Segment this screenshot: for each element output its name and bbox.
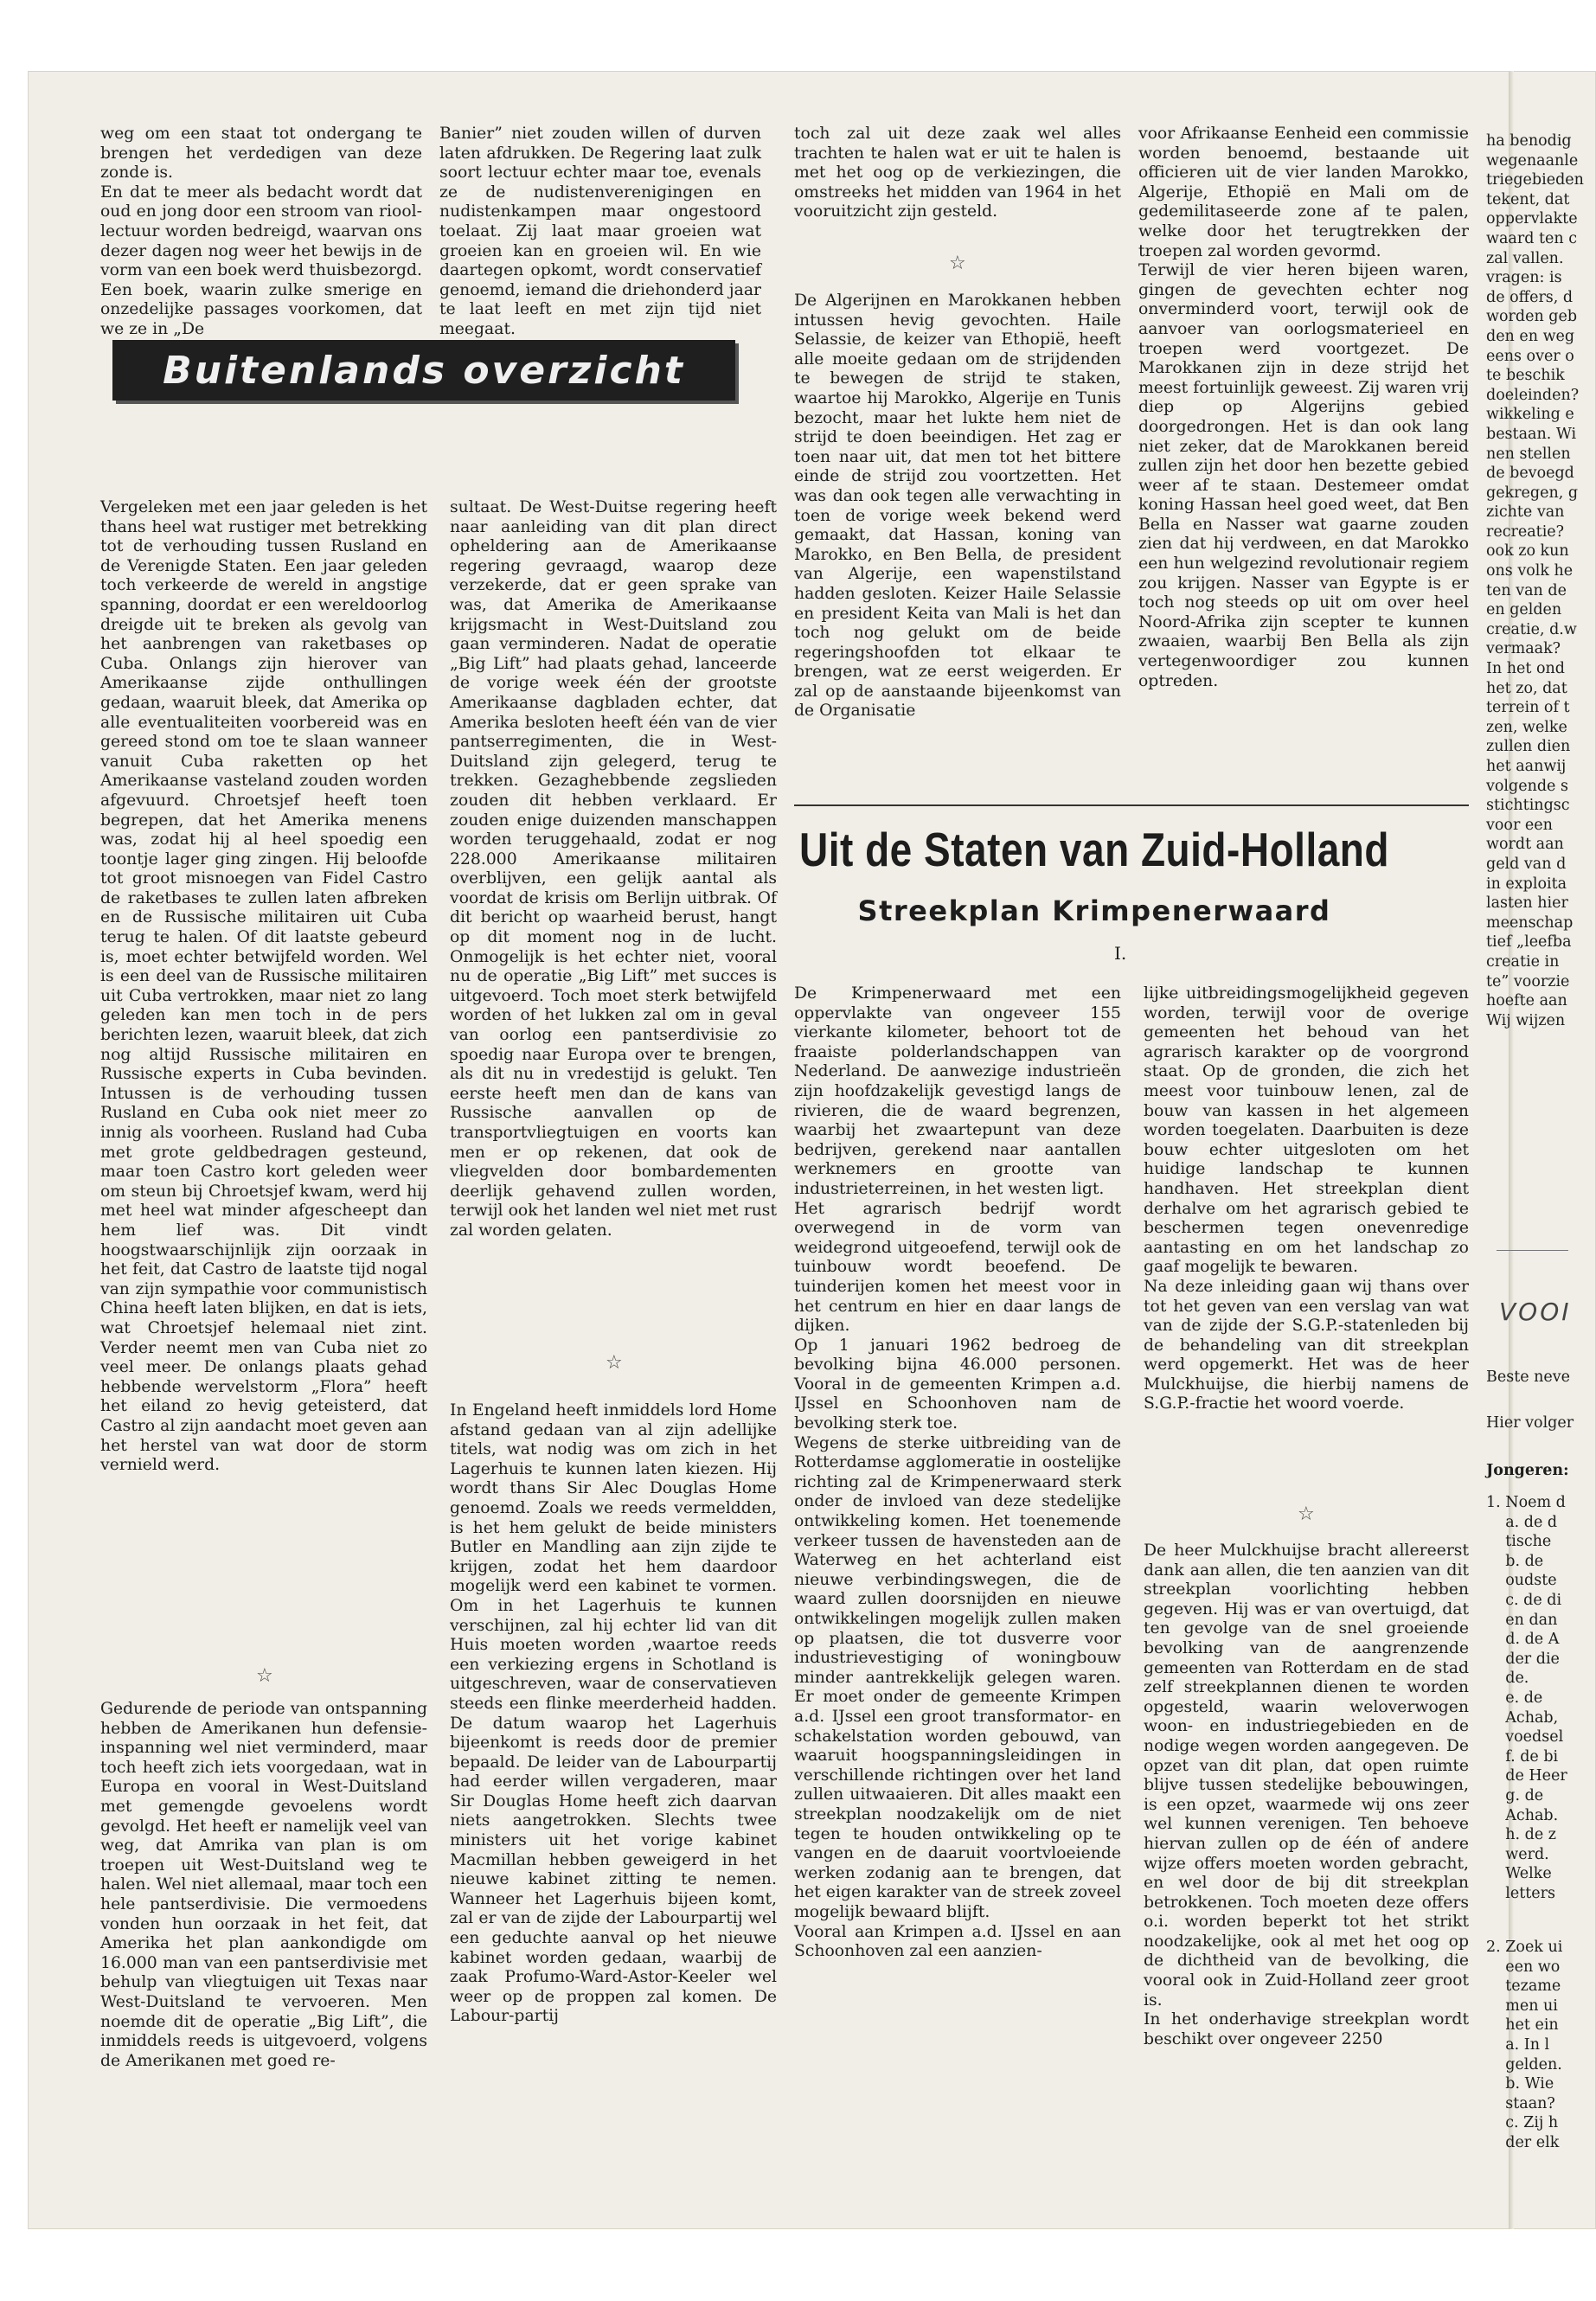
article-continuation-col3: toch zal uit deze zaak wel alles trachten te halen wat er uit te halen is met het oog op de verkiezingen, die omstreeks het midden van 1964 in het vooruitzicht zijn gesteld. <box>794 125 1121 221</box>
adjacent-greeting-fragment: Beste neve <box>1486 1368 1571 1386</box>
adjacent-question-2-fragment: 2. Zoek ui een wo tezame men ui het ein a. In l gelden. b. Wie staan? c. Zij h der elk <box>1486 1939 1563 2151</box>
algeria-morocco-continuation: voor Afrikaanse Eenheid een commissie worden benoemd, bestaande uit officieren uit de vier landen Marokko, Algerije, Ethopië en Mali om de gedemilitaseerde zone af te palen, welke door het terugtrekken der troepen zal worden gevormd. Terwijl de vier heren bijeen waren, gingen de gevechten echter nog onverminderd voort, terwijl ook de aanvoer van oorlogsmaterieel en troepen werd voortgezet. De Marokkanen zijn in deze strijd het meest fortuinlijk geweest. Zij waren vrij diep op Algerijns gebied doorgedrongen. Het is dan ook lang niet zeker, dat de Marokkanen bereid zullen zijn het door hen bezette gebied weer af te staan. Destemeer omdat koning Hassan heel goed weet, dat Ben Bella en Nasser wat gaarne zouden zien dat hij verdween, en dat Marokko een hun welgezind revolutionair regiem zou krijgen. Nasser van Egypte is er toch nog steeds op uit om over heel Noord-Afrika zijn scepter te kunnen zwaaien, waarbij Ben Bella als zijn vertegenwoordiger zou kunnen optreden. <box>1138 125 1469 690</box>
foreign-overview-col2-b: In Engeland heeft inmiddels lord Home afstand gedaan van al zijn adellijke titels, wat nodig was om zich in het Lagerhuis te kunnen laten kiezen. Hij wordt thans Sir Alec Douglas Home genoemd. Zoals we reeds vermeldden, is het hem gelukt de beide ministers Butler en Mandling aan zijn zijde te krijgen, zodat het hem daardoor mogelijk werd een kabinet te vormen. Om in het Lagerhuis te kunnen verschijnen, zal hij echter lid van dit Huis moeten worden ,waartoe reeds een verkiezing ergens in Schotland is uitgeschreven, waar de conservatieven steeds een flinke meerderheid hadden. De datum waarop het Lagerhuis bijeenkomt is reeds door de premier bepaald. De leider van de Labourpartij had eerder willen vergaderen, maar Sir Douglas Home heeft zich daarvan niets aangetrokken. Slechts twee ministers uit het vorige kabinet Macmillan hebben geweigerd in het nieuwe kabinet zitting te nemen. Wanneer het Lagerhuis bijeen komt, zal er van de zijde der Labourpartij wel een geduchte aanval op het nieuwe kabinet worden gedaan, waarbij de zaak Profumo-Ward-Astor-Keeler wel weer op de proppen zal komen. De Labour-partij <box>450 1401 777 2026</box>
adjacent-jongeren-heading: Jongeren: <box>1486 1462 1569 1479</box>
edge-divider <box>1497 1250 1568 1251</box>
streekplan-col2-a: lijke uitbreidingsmogelijkheid gegeven worden, terwijl voor de overige gemeenten het behoud van het agrarisch karakter op de voorgrond staat. Op de gronden, die zich het meest voor tuinbouw lenen, zal de bouw van kassen in het algemeen worden toegelaten. Daarbuiten is deze bouw echter uitgesloten om het huidige landschap te kunnen handhaven. Het streekplan dient derhalve om het agrarisch gebied te beschermen tegen onevenredige aantasting en om het landschap zo gaaf mogelijk te bewaren. Na deze inleiding gaan wij thans over tot het geven van een verslag van wat van de zijde der S.G.P.-statenleden bij de behandeling van dit streekplan werd opgemerkt. Het was de heer Mulckhuijse, die hierbij namens de S.G.P.-fractie het woord voerde. <box>1144 984 1469 1413</box>
zuid-holland-title: Uit de Staten van Zuid-Holland <box>798 823 1390 876</box>
foreign-overview-col1-a: Vergeleken met een jaar geleden is het thans heel wat rustiger met betrekking tot de verhouding tussen Rusland en de Verenigde Staten. Een jaar geleden toch verkeerde de wereld in angstige spanning, doordat er een wereldoorlog dreigde uit te breken als gevolg van het aanbrengen van raketbases op Cuba. Onlangs zijn hierover van Amerikaanse zijde onthullingen gedaan, waaruit bleek, dat Amerika op alle eventualiteiten voorbereid was en gereed stond om toe te slaan wanneer vanuit Cuba raketten op het Amerikaanse vasteland zouden worden afgevuurd. Chroetsjef heeft toen begrepen, dat het Amerika menens was, zodat hij al heel spoedig een toontje lager ging zingen. Hij beloofde tot groot misnoegen van Fidel Castro de raketbases te zullen laten afbreken en de Russische militairen uit Cuba terug te halen. Of dit laatste gebeurd is, moet echter betwijfeld worden. Wel is een deel van de Russische militairen uit Cuba vertrokken, maar niet zo lang geleden kan men toch in de pers berichten lezen, waaruit bleek, dat zich nog altijd Russische militairen en Russische experts in Cuba bevinden. Intussen is de verhouding tussen Rusland en Cuba ook niet meer zo innig als voorheen. Rusland had Cuba met grote geldbedragen gesteund, maar toen Castro kort geleden weer om steun bij Chroetsjef kwam, werd hij met heel wat minder afgescheept dan hem lief was. Dit vindt hoogstwaarschijnlijk zijn oorzaak in het feit, dat Castro de laatste tijd nogal van zijn sympathie voor communistisch China heeft laten blijken, en dat is iets, wat Chroetsjef helemaal niet zint. Verder neemt men van Cuba niet zo veel meer. De onlangs plaats gehad hebbende wervelstorm „Flora” heeft het eiland zo hevig geteisterd, dat Castro al zijn aandacht moet geven aan het herstel van wat door de storm vernield werd. <box>100 498 427 1475</box>
adjacent-page-column-fragment: ha benodig wegenaanle triegebieden tekent, dat oppervlakte waard ten zal vallen. vragen: is de offers, d worden geb den en weg eens over te beschik doeleinden? wikkeling bestaan. Wi nen stellen de bevoegd gekregen, zichte van recreatie? ook zo kun ons volk he ten van de en gelden creatie, d.w vermaak? In het ond het zo, dat terrein of t zen, welke zullen dien het aanwij volgende s stichtingsc voor een wordt aan geld van d in exploita lasten hier meenschap tief „leefba creatie in te” voorzie hoefte aan Wij wijzen <box>1486 132 1584 1029</box>
part-number: I. <box>1114 943 1127 964</box>
streekplan-subtitle: Streekplan Krimpenerwaard <box>857 894 1331 927</box>
section-star-icon: ☆ <box>949 253 966 274</box>
adjacent-page-heading-fragment: VOOI <box>1499 1298 1572 1326</box>
foreign-overview-col1-b: Gedurende de periode van ontspanning hebben de Amerikanen hun defensie-inspanning wel niet verminderd, maar toch heeft zich iets voorgedaan, wat in Europa en vooral in West-Duitsland met gemengde gevoelens wordt gevolgd. Het heeft er namelijk veel van weg, dat Amrika van plan is om troepen uit West-Duitsland weg te halen. Wel niet allemaal, maar toch een hele pantserdivisie. Die vermoedens vonden hun oorzaak in het feit, dat Amerika het plan aankondigde om 16.000 man van een pantserdivisie met behulp van vliegtuigen uit Texas naar West-Duitsland te vervoeren. Men noemde dit de operatie „Big Lift”, die inmiddels reeds is uitgevoerd, volgens de Amerikanen met goed re- <box>100 1700 427 2070</box>
buitenlands-overzicht-banner: Buitenlands overzicht <box>112 340 735 401</box>
article-continuation-left: weg om een staat tot ondergang te brengen het verdedigen van deze zonde is. En dat te meer als bedacht wordt dat oud en jong door een stroom van rioollectuur worden bedreigd, waarvan ons dezer dagen nog weer het bewijs in de vorm van een boek werd thuisbezorgd. Een boek, waarin zulke smerige en onzedelijke passages voorkomen, dat we ze in „De <box>100 125 422 338</box>
article-continuation-mid: Banier” niet zouden willen of durven laten afdrukken. De Regering laat zulk soort lectuur echter maar toe, evenals ze de nudistenverenigingen en nudistenkampen maar ongestoord toelaat. Zij laat maar groeien wat groeien kan en groeien wil. En wie daartegen opkomt, wordt conservatief genoemd, iemand die driehonderd jaar te laat leeft en met zijn tijd niet meegaat. <box>439 125 761 338</box>
adjacent-intro-fragment: Hier volger <box>1486 1414 1574 1432</box>
streekplan-col2-b: De heer Mulckhuijse bracht allereerst dank aan allen, die ten aanzien van dit streekplan voorlichting hebben gegeven. Hij was er van overtuigd, dat ten gevolge van de snel groeiende bevolking van de aangrenzende gemeenten van Rotterdam en de stad zelf streekplannen dienen te worden opgesteld, waarin weloverwogen woon- en industriegebieden en de nodige wegen worden aangegeven. De opzet van dit plan, dat open ruimte blijve tussen stedelijke bebouwingen, is een opzet, waarmede wij ons zeer wel kunnen verenigen. Ten behoeve hiervan zullen op de één of andere wijze offers moeten worden gebracht, en wel door de bij dit streekplan betrokkenen. Toch moeten deze offers o.i. worden beperkt tot het strikt noodzakelijke, ook al met het oog op de dichtheid van de bevolking, die vooral ook in Zuid-Holland zeer groot is. In het onderhavige streekplan wordt beschikt over ongeveer 2250 <box>1144 1541 1469 2048</box>
section-star-icon: ☆ <box>1298 1503 1315 1525</box>
adjacent-question-1-fragment: 1. Noem d a. de d tische b. de oudste c. de di en dan d. de A der die de. e. de Achab, voedsel f. de bi de Heer g. de Achab. h. de z werd. Welke letters <box>1486 1494 1567 1902</box>
algeria-morocco-article: De Algerijnen en Marokkanen hebben intussen hevig gevochten. Haile Selassie, de keizer van Ethopië, heeft alle moeite gedaan om de strijdenden te bewegen de strijd te staken, waartoe hij Marokko, Algerije en Tunis bezocht, maar het lukte hem niet de strijd te doen beeindigen. Het zag er toen naar uit, dat men tot het bittere einde de strijd zou voortzetten. Het was dan ook tegen alle verwachting in toen de vorige week bekend werd gemaakt, dat Hassan, koning van Marokko, en Ben Bella, de president van Algerije, een wapenstilstand hadden gesloten. Keizer Haile Selassie en president Keita van Mali is het dan toch nog gelukt om de beide regeringshoofden tot elkaar te brengen, wat ze eerst weigerden. Er zal op de aanstaande bijeenkomst van de Organisatie <box>794 292 1121 721</box>
section-divider <box>794 804 1469 806</box>
section-star-icon: ☆ <box>256 1665 273 1687</box>
foreign-overview-col2-a: sultaat. De West-Duitse regering heeft naar aanleiding van dit plan direct opheldering aan de Amerikaanse regering gevraagd, waarop deze verzekerde, dat er geen sprake van was, dat Amerika de Amerikaanse krijgsmacht in West-Duitsland zou gaan verminderen. Nadat de operatie „Big Lift” had plaats gehad, lanceerde de vorige week één der grootste Amerikaanse dagbladen echter, dat Amerika besloten heeft één van de vier pantserregimenten, die in West-Duitsland zijn gelegerd, terug te trekken. Gezaghebbende zegslieden zouden dit hebben verklaard. Er zouden enige duizenden manschappen worden teruggehaald, zodat er nog 228.000 Amerikaanse militairen overblijven, een gelijk aantal als voordat de krisis om Berlijn uitbrak. Of dit bericht op waarheid berust, hangt op dit moment nog in de lucht. Onmogelijk is het echter niet, vooral nu de operatie „Big Lift” met succes is uitgevoerd. Toch moet sterk betwijfeld worden of het lukken zal om in geval van oorlog een pantserdivisie zo spoedig naar Europa over te brengen, als dit nu in vredestijd is gelukt. Ten eerste heeft men dan de kans van Russische aanvallen op de transportvliegtuigen en voorts kan men er op rekenen, dat ook de vliegvelden door bombardementen deerlijk gehavend zullen worden, terwijl ook het landen wel niet met rust zal worden gelaten. <box>450 498 777 1240</box>
streekplan-col1: De Krimpenerwaard met een oppervlakte van ongeveer 155 vierkante kilometer, behoort tot de fraaiste polderlandschappen van Nederland. De aanwezige industrieën zijn hoofdzakelijk gevestigd langs de rivieren, die de waard begrenzen, waarbij het zwaartepunt van deze bedrijven, gerekend naar aantallen werknemers en grootte van industrieterreinen, in het westen ligt. Het agrarisch bedrijf wordt overwegend in de vorm van weidegrond uitgeoefend, terwijl ook de tuinbouw wordt beoefend. De tuinderijen komen het meest voor in het centrum en hier en daar langs de dijken. Op 1 januari 1962 bedroeg de bevolking bijna 46.000 personen. Vooral in de gemeenten Krimpen a.d. IJssel en Schoonhoven nam de bevolking sterk toe. Wegens de sterke uitbreiding van de Rotterdamse agglomeratie in oostelijke richting zal de Krimpenerwaard sterk onder de invloed van deze stedelijke ontwikkeling komen. Het toenemende verkeer tussen de havensteden aan de Waterweg en het achterland eist nieuwe verbindingswegen, die de waard zullen doorsnijden en nieuwe ontwikkelingen mogelijk zullen maken op plaatsen, die tot dusverre voor industrievestiging of woningbouw minder aantrekkelijk gelegen waren. Er moet onder de gemeente Krimpen a.d. IJssel een groot transformator- en schakelstation worden gebouwd, van waaruit hoogspanningsleidingen in verschillende richtingen over het land zullen uitwaaieren. Dit alles maakt een streekplan noodzakelijk om de niet tegen te houden ontwikkeling op te vangen en de daaruit voortvloeiende werken zodanig aan te brengen, dat het eigen karakter van de streek zoveel mogelijk bewaard blijft. Vooral aan Krimpen a.d. IJssel en aan Schoonhoven zal een aanzien- <box>794 984 1121 1961</box>
section-star-icon: ☆ <box>606 1352 623 1374</box>
